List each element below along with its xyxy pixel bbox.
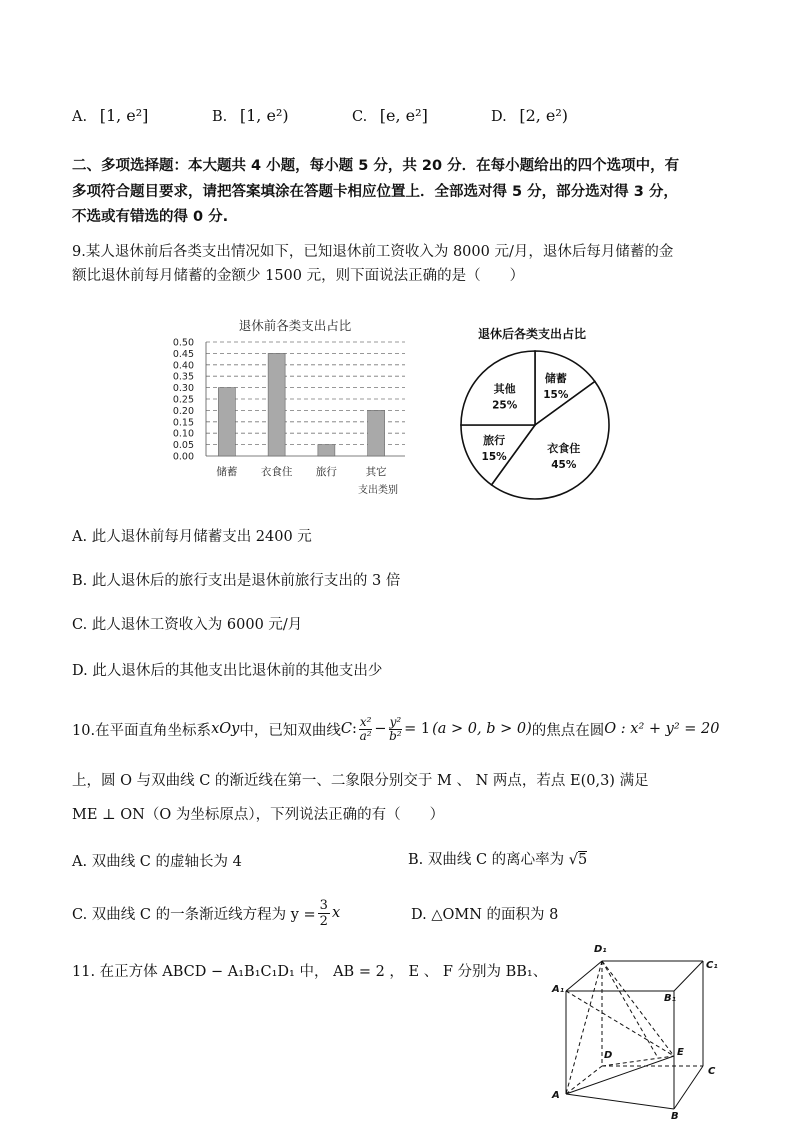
chart-title: 退休前各类支出占比 — [238, 318, 352, 333]
x-tick-label: 储蓄 — [216, 466, 238, 478]
vertex-label-A1: A₁ — [552, 984, 565, 995]
section-2-line-1: 二、多项选择题：本大题共 4 小题，每小题 5 分，共 20 分．在每小题给出的四个选项中，有 — [72, 158, 680, 174]
frac-den: a² — [359, 728, 372, 743]
frac-num: 3 — [319, 897, 328, 913]
q10-stem-line-3: ME ⊥ ON（O 为坐标原点），下列说法正确的有（ ） — [72, 807, 445, 823]
q10-circle: O : x² + y² = 20 — [604, 721, 720, 737]
q9-stem-line-2: 额比退休前每月储蓄的金额少 1500 元，则下面说法正确的是（ ） — [72, 268, 525, 284]
y-tick-label: 0.35 — [172, 371, 194, 383]
y-tick-label: 0.25 — [172, 394, 194, 406]
frac-num: x² — [359, 714, 372, 729]
frac-num: y² — [389, 714, 402, 729]
edge-A-D — [566, 1066, 602, 1094]
slope-fraction — [318, 898, 330, 929]
hyperbola-equation — [359, 716, 430, 743]
q10-option-b — [408, 848, 587, 869]
pie-slice-label: 衣食住 — [547, 441, 581, 455]
q10-mid: 中，已知双曲线 — [239, 722, 341, 739]
section-2-line-2: 多项符合题目要求，请把答案填涂在答题卡相应位置上．全部选对得 5 分，部分选对得 3 分， — [72, 184, 678, 200]
vertex-label-C: C — [708, 1066, 716, 1077]
edge-A-B — [566, 1094, 674, 1109]
pie-slice-percent: 15% — [543, 389, 569, 402]
q8-option-c — [352, 106, 428, 125]
y-tick-label: 0.15 — [172, 417, 194, 429]
q10-focus-text: 的焦点在圆 — [531, 722, 605, 739]
frac-y — [389, 716, 403, 743]
edge-B-C — [674, 1066, 703, 1109]
vertex-label-D1: D₁ — [594, 944, 607, 955]
segment-D1-E — [602, 961, 677, 1056]
pie-slice-label: 储蓄 — [544, 372, 567, 386]
frac-x — [359, 716, 373, 743]
q10-condition: (a > 0, b > 0) — [432, 721, 532, 737]
vertex-label-B: B — [671, 1111, 679, 1120]
segment-A-E — [566, 1056, 674, 1094]
q10-option-c — [72, 893, 340, 933]
q10-stem-line-1 — [72, 712, 719, 746]
vertex-label-D: D — [604, 1050, 613, 1061]
x-tick-label: 其它 — [365, 466, 387, 478]
bar-衣食住 — [268, 353, 285, 456]
minus-sign: − — [374, 721, 387, 737]
edge-B1-C1 — [674, 961, 703, 991]
vertex-label-E: E — [677, 1047, 684, 1058]
option-var: x — [331, 905, 341, 921]
y-tick-label: 0.00 — [172, 451, 194, 463]
q9-option-a: A. 此人退休前每月储蓄支出 2400 元 — [72, 529, 312, 545]
q9-option-c: C. 此人退休工资收入为 6000 元/月 — [72, 617, 303, 633]
y-tick-label: 0.10 — [172, 428, 194, 440]
q10-colon: : — [351, 721, 357, 737]
cube-diagram — [548, 938, 728, 1120]
x-tick-label: 衣食住 — [260, 466, 293, 478]
q8-option-b — [212, 106, 289, 125]
option-value: [e, e²] — [379, 106, 428, 125]
pie-slice-percent: 25% — [492, 399, 518, 412]
option-text: B. 双曲线 C 的离心率为 — [408, 852, 569, 868]
option-label: C. — [352, 109, 368, 125]
bar-chart — [160, 310, 420, 502]
q11-stem: 11. 在正方体 ABCD − A₁B₁C₁D₁ 中， AB = 2 ， E 、 F 分别为 BB₁、 — [72, 964, 548, 980]
pie-slice-percent: 15% — [481, 450, 507, 463]
pie-slice-label: 其他 — [493, 382, 516, 396]
option-label: A. — [72, 109, 88, 125]
sqrt-radicand: 5 — [578, 852, 588, 868]
q10-curve-name: C — [340, 721, 352, 737]
bar-旅行 — [318, 445, 335, 456]
y-tick-label: 0.45 — [172, 348, 194, 360]
q10-option-d: D. △OMN 的面积为 8 — [411, 907, 559, 923]
y-tick-label: 0.05 — [172, 440, 194, 452]
option-text: C. 双曲线 C 的一条渐近线方程为 y = — [72, 906, 316, 923]
q9-option-b: B. 此人退休后的旅行支出是退休前旅行支出的 3 倍 — [72, 573, 401, 589]
vertex-label-C1: C₁ — [706, 960, 718, 971]
sqrt-sign: √ — [568, 852, 579, 868]
y-tick-label: 0.50 — [172, 337, 194, 349]
option-value: [1, e²] — [99, 106, 149, 125]
section-2-line-3: 不选或有错选的得 0 分. — [72, 209, 229, 225]
y-tick-label: 0.40 — [172, 360, 194, 372]
segment-D-E — [602, 1056, 674, 1066]
q10-xoy: xOy — [211, 721, 240, 737]
edge-A1-D1 — [566, 961, 602, 991]
segment-A1-E — [566, 991, 677, 1056]
option-label: B. — [212, 109, 228, 125]
x-tick-label: 旅行 — [315, 466, 337, 478]
x-axis-label: 支出类别 — [358, 485, 398, 496]
chart-title: 退休后各类支出占比 — [477, 327, 587, 341]
q9-stem-line-1: 9.某人退休前后各类支出情况如下，已知退休前工资收入为 8000 元/月，退休后每月储蓄的金 — [72, 244, 674, 260]
q9-option-d: D. 此人退休后的其他支出比退休前的其他支出少 — [72, 663, 383, 679]
q8-option-d — [491, 106, 568, 125]
equals-one: = 1 — [404, 721, 431, 737]
q10-stem-line-2: 上，圆 O 与双曲线 C 的渐近线在第一、二象限分别交于 M 、 N 两点，若点 E(0,3) 满足 — [72, 773, 649, 789]
pie-chart — [448, 318, 638, 504]
vertex-label-B1: B₁ — [664, 993, 677, 1004]
y-tick-label: 0.20 — [172, 405, 194, 417]
q10-prefix: 10.在平面直角坐标系 — [72, 722, 212, 739]
q8-option-a — [72, 106, 148, 125]
option-value: [1, e²) — [239, 106, 289, 125]
frac-den: b² — [389, 728, 402, 743]
pie-slice-label: 旅行 — [483, 433, 506, 447]
pie-slice-percent: 45% — [551, 458, 577, 471]
option-label: D. — [491, 109, 507, 125]
frac-den: 2 — [319, 913, 328, 929]
segment-D1-B — [602, 961, 658, 1058]
segment-D1-A — [566, 961, 602, 1094]
bar-储蓄 — [218, 388, 235, 456]
option-value: [2, e²) — [519, 106, 569, 125]
q10-option-a: A. 双曲线 C 的虚轴长为 4 — [72, 854, 242, 870]
bar-其它 — [368, 410, 385, 456]
y-tick-label: 0.30 — [172, 383, 194, 395]
vertex-label-A: A — [552, 1090, 560, 1101]
